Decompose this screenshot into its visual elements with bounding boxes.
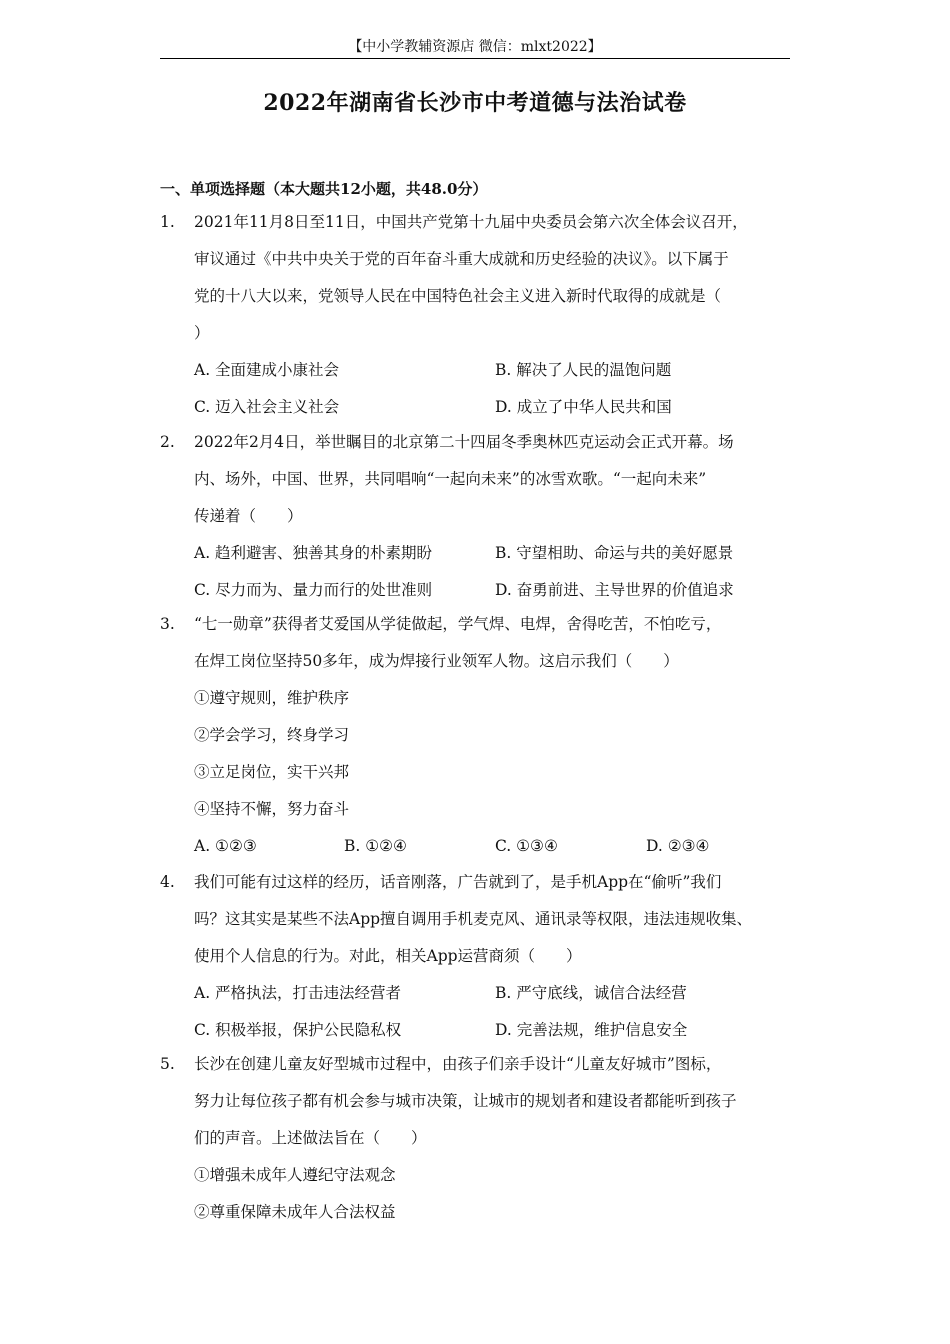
stem-line: ） bbox=[194, 324, 210, 342]
stem-line: 们的声音。上述做法旨在（ ） bbox=[194, 1129, 427, 1147]
option-a[interactable]: A. 全面建成小康社会 bbox=[194, 361, 340, 379]
stem-line: 长沙在创建儿童友好型城市过程中，由孩子们亲手设计“儿童友好城市”图标， bbox=[194, 1055, 722, 1073]
question-3 bbox=[160, 606, 800, 865]
option-b[interactable]: B. 守望相助、命运与共的美好愿景 bbox=[495, 544, 734, 562]
statement-item: ②学会学习，终身学习 bbox=[194, 726, 350, 744]
options bbox=[194, 828, 800, 865]
question-stem bbox=[194, 864, 800, 975]
stem-line: 内、场外，中国、世界，共同唱响“一起向未来”的冰雪欢歌。“一起向未来” bbox=[194, 470, 707, 488]
statement-item: ①遵守规则，维护秩序 bbox=[194, 689, 350, 707]
option-a[interactable]: A. 趋利避害、独善其身的朴素期盼 bbox=[194, 544, 433, 562]
options bbox=[194, 975, 800, 1049]
option-c[interactable]: C. 积极举报，保护公民隐私权 bbox=[194, 1021, 402, 1039]
option-d[interactable]: D. 奋勇前进、主导世界的价值追求 bbox=[495, 581, 734, 599]
question-stem bbox=[194, 606, 800, 680]
stem-line: 传递着（ ） bbox=[194, 507, 303, 525]
page-title: 2022年湖南省长沙市中考道德与法治试卷 bbox=[263, 90, 687, 116]
option-a[interactable]: A. ①②③ bbox=[194, 837, 257, 855]
question-number: 3. bbox=[160, 615, 175, 633]
option-b[interactable]: B. ①②④ bbox=[344, 837, 407, 855]
stem-line: 审议通过《中共中央关于党的百年奋斗重大成就和历史经验的决议》。以下属于 bbox=[194, 250, 729, 268]
option-c[interactable]: C. 尽力而为、量力而行的处世准则 bbox=[194, 581, 433, 599]
stem-line: 努力让每位孩子都有机会参与城市决策，让城市的规划者和建设者都能听到孩子 bbox=[194, 1092, 737, 1110]
stem-line: 吗？这其实是某些不法App擅自调用手机麦克风、通讯录等权限，违法违规收集、 bbox=[194, 910, 753, 928]
stem-line: 党的十八大以来，党领导人民在中国特色社会主义进入新时代取得的成就是（ bbox=[194, 287, 722, 305]
header-divider bbox=[160, 58, 790, 59]
question-number: 2. bbox=[160, 433, 175, 451]
question-stem bbox=[194, 1046, 800, 1157]
option-b[interactable]: B. 严守底线，诚信合法经营 bbox=[495, 984, 687, 1002]
stem-line: 2022年2月4日，举世瞩目的北京第二十四届冬季奥林匹克运动会正式开幕。场 bbox=[194, 433, 734, 451]
question-stem bbox=[194, 204, 800, 352]
question-5 bbox=[160, 1046, 800, 1231]
stem-line: 2021年11月8日至11日，中国共产党第十九届中央委员会第六次全体会议召开， bbox=[194, 213, 748, 231]
question-1 bbox=[160, 204, 800, 426]
option-c[interactable]: C. 迈入社会主义社会 bbox=[194, 398, 340, 416]
option-a[interactable]: A. 严格执法，打击违法经营者 bbox=[194, 984, 402, 1002]
stem-line: 我们可能有过这样的经历，话音刚落，广告就到了，是手机App在“偷听”我们 bbox=[194, 873, 722, 891]
question-4 bbox=[160, 864, 800, 1049]
question-number: 5. bbox=[160, 1055, 175, 1073]
question-2 bbox=[160, 424, 800, 609]
question-number: 1. bbox=[160, 213, 175, 231]
statement-item: ①增强未成年人遵纪守法观念 bbox=[194, 1166, 396, 1184]
option-d[interactable]: D. 成立了中华人民共和国 bbox=[495, 398, 672, 416]
statement-item: ③立足岗位，实干兴邦 bbox=[194, 763, 350, 781]
stem-line: 在焊工岗位坚持50多年，成为焊接行业领军人物。这启示我们（ ） bbox=[194, 652, 679, 670]
statement-item: ④坚持不懈，努力奋斗 bbox=[194, 800, 350, 818]
question-number: 4. bbox=[160, 873, 175, 891]
option-d[interactable]: D. 完善法规，维护信息安全 bbox=[495, 1021, 688, 1039]
question-stem bbox=[194, 424, 800, 535]
option-d[interactable]: D. ②③④ bbox=[646, 837, 710, 855]
option-c[interactable]: C. ①③④ bbox=[495, 837, 558, 855]
stem-line: “七一勋章”获得者艾爱国从学徒做起，学气焊、电焊，舍得吃苦，不怕吃亏， bbox=[194, 615, 722, 633]
section-heading: 一、单项选择题（本大题共12小题，共48.0分） bbox=[160, 180, 488, 198]
options bbox=[194, 352, 800, 426]
stem-line: 使用个人信息的行为。对此，相关App运营商须（ ） bbox=[194, 947, 582, 965]
option-b[interactable]: B. 解决了人民的温饱问题 bbox=[495, 361, 672, 379]
statement-item: ②尊重保障未成年人合法权益 bbox=[194, 1203, 396, 1221]
options bbox=[194, 535, 800, 609]
page-header: 【中小学教辅资源店 微信：mlxt2022】 bbox=[348, 39, 602, 55]
